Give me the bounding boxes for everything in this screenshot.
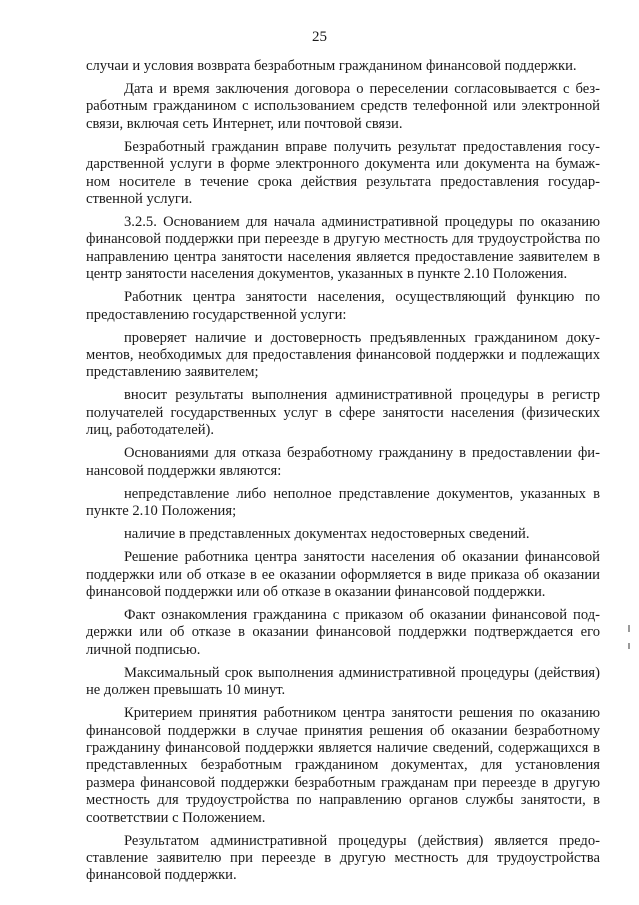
paragraph-15: Результатом административной процедуры (действия) является предоставление заявителю при переезде в другую местность для трудоустройства финансовой поддержки. [86, 832, 600, 884]
paragraph-8: Основаниями для отказа безработному гражданину в предоставлении финансовой поддержки являются: [86, 445, 600, 479]
page-number: 25 [312, 29, 327, 45]
document-body [86, 58, 600, 890]
paragraph-11: Решение работника центра занятости населения об оказании финансовой поддержки или об отказе в ее оказании оформляется в виде приказа об оказании финансовой поддержки или об отказе в оказании финансовой поддержки. [86, 549, 600, 600]
paragraph-6: проверяет наличие и достоверность предъявленных гражданином документов, необходимых для предоставления финансовой поддержки и подлежащих представлению заявителем; [86, 329, 600, 381]
paragraph-10: наличие в представленных документах недостоверных сведений. [124, 526, 530, 543]
paragraph-5: Работник центра занятости населения, осуществляющий функцию по предоставлению государственной услуги: [86, 289, 600, 323]
paragraph-12: Факт ознакомления гражданина с приказом об оказании финансовой поддержки или об отказе в оказании финансовой поддержки подтверждается его личной подписью. [86, 606, 600, 658]
paragraph-3: Безработный гражданин вправе получить результат предоставления государственной услуги в форме электронного документа или документа на бумажном носителе в течение срока действия результата предоставления государственной услуги. [86, 138, 600, 208]
paragraph-9: непредставление либо неполное представление документов, указанных в пункте 2.10 Положения; [86, 485, 600, 520]
paragraph-14: Критерием принятия работником центра занятости решения по оказанию финансовой поддержки в случае принятия решения об оказании безработному гражданину финансовой поддержки является наличие сведений, содержащихся в представленных безработным гражданином документах, для установления размера финансовой поддержки безработным гражданам при переезде в другую местность для трудоустройства по направлению органов службы занятости, в соответствии с Положением. [86, 705, 600, 826]
paragraph-4: 3.2.5. Основанием для начала административной процедуры по оказанию финансовой поддержки при переезде в другую местность для трудоустройства по направлению центра занятости населения является предоставление заявителем в центр занятости населения документов, указанных в пункте 2.10 Положения. [86, 214, 600, 283]
scan-margin-mark [628, 643, 630, 649]
paragraph-1: случаи и условия возврата безработным гражданином финансовой поддержки. [86, 58, 577, 74]
scan-margin-mark [628, 625, 630, 632]
paragraph-13: Максимальный срок выполнения административной процедуры (действия) не должен превышать 10 минут. [86, 664, 600, 699]
paragraph-2: Дата и время заключения договора о переселении согласовывается с безработным гражданином с использованием средств телефонной или электронной связи, включая сеть Интернет, или почтовой связи. [86, 81, 600, 132]
paragraph-7: вносит результаты выполнения административной процедуры в регистр получателей государственных услуг в сфере занятости населения (физических лиц, работодателей). [86, 387, 600, 439]
